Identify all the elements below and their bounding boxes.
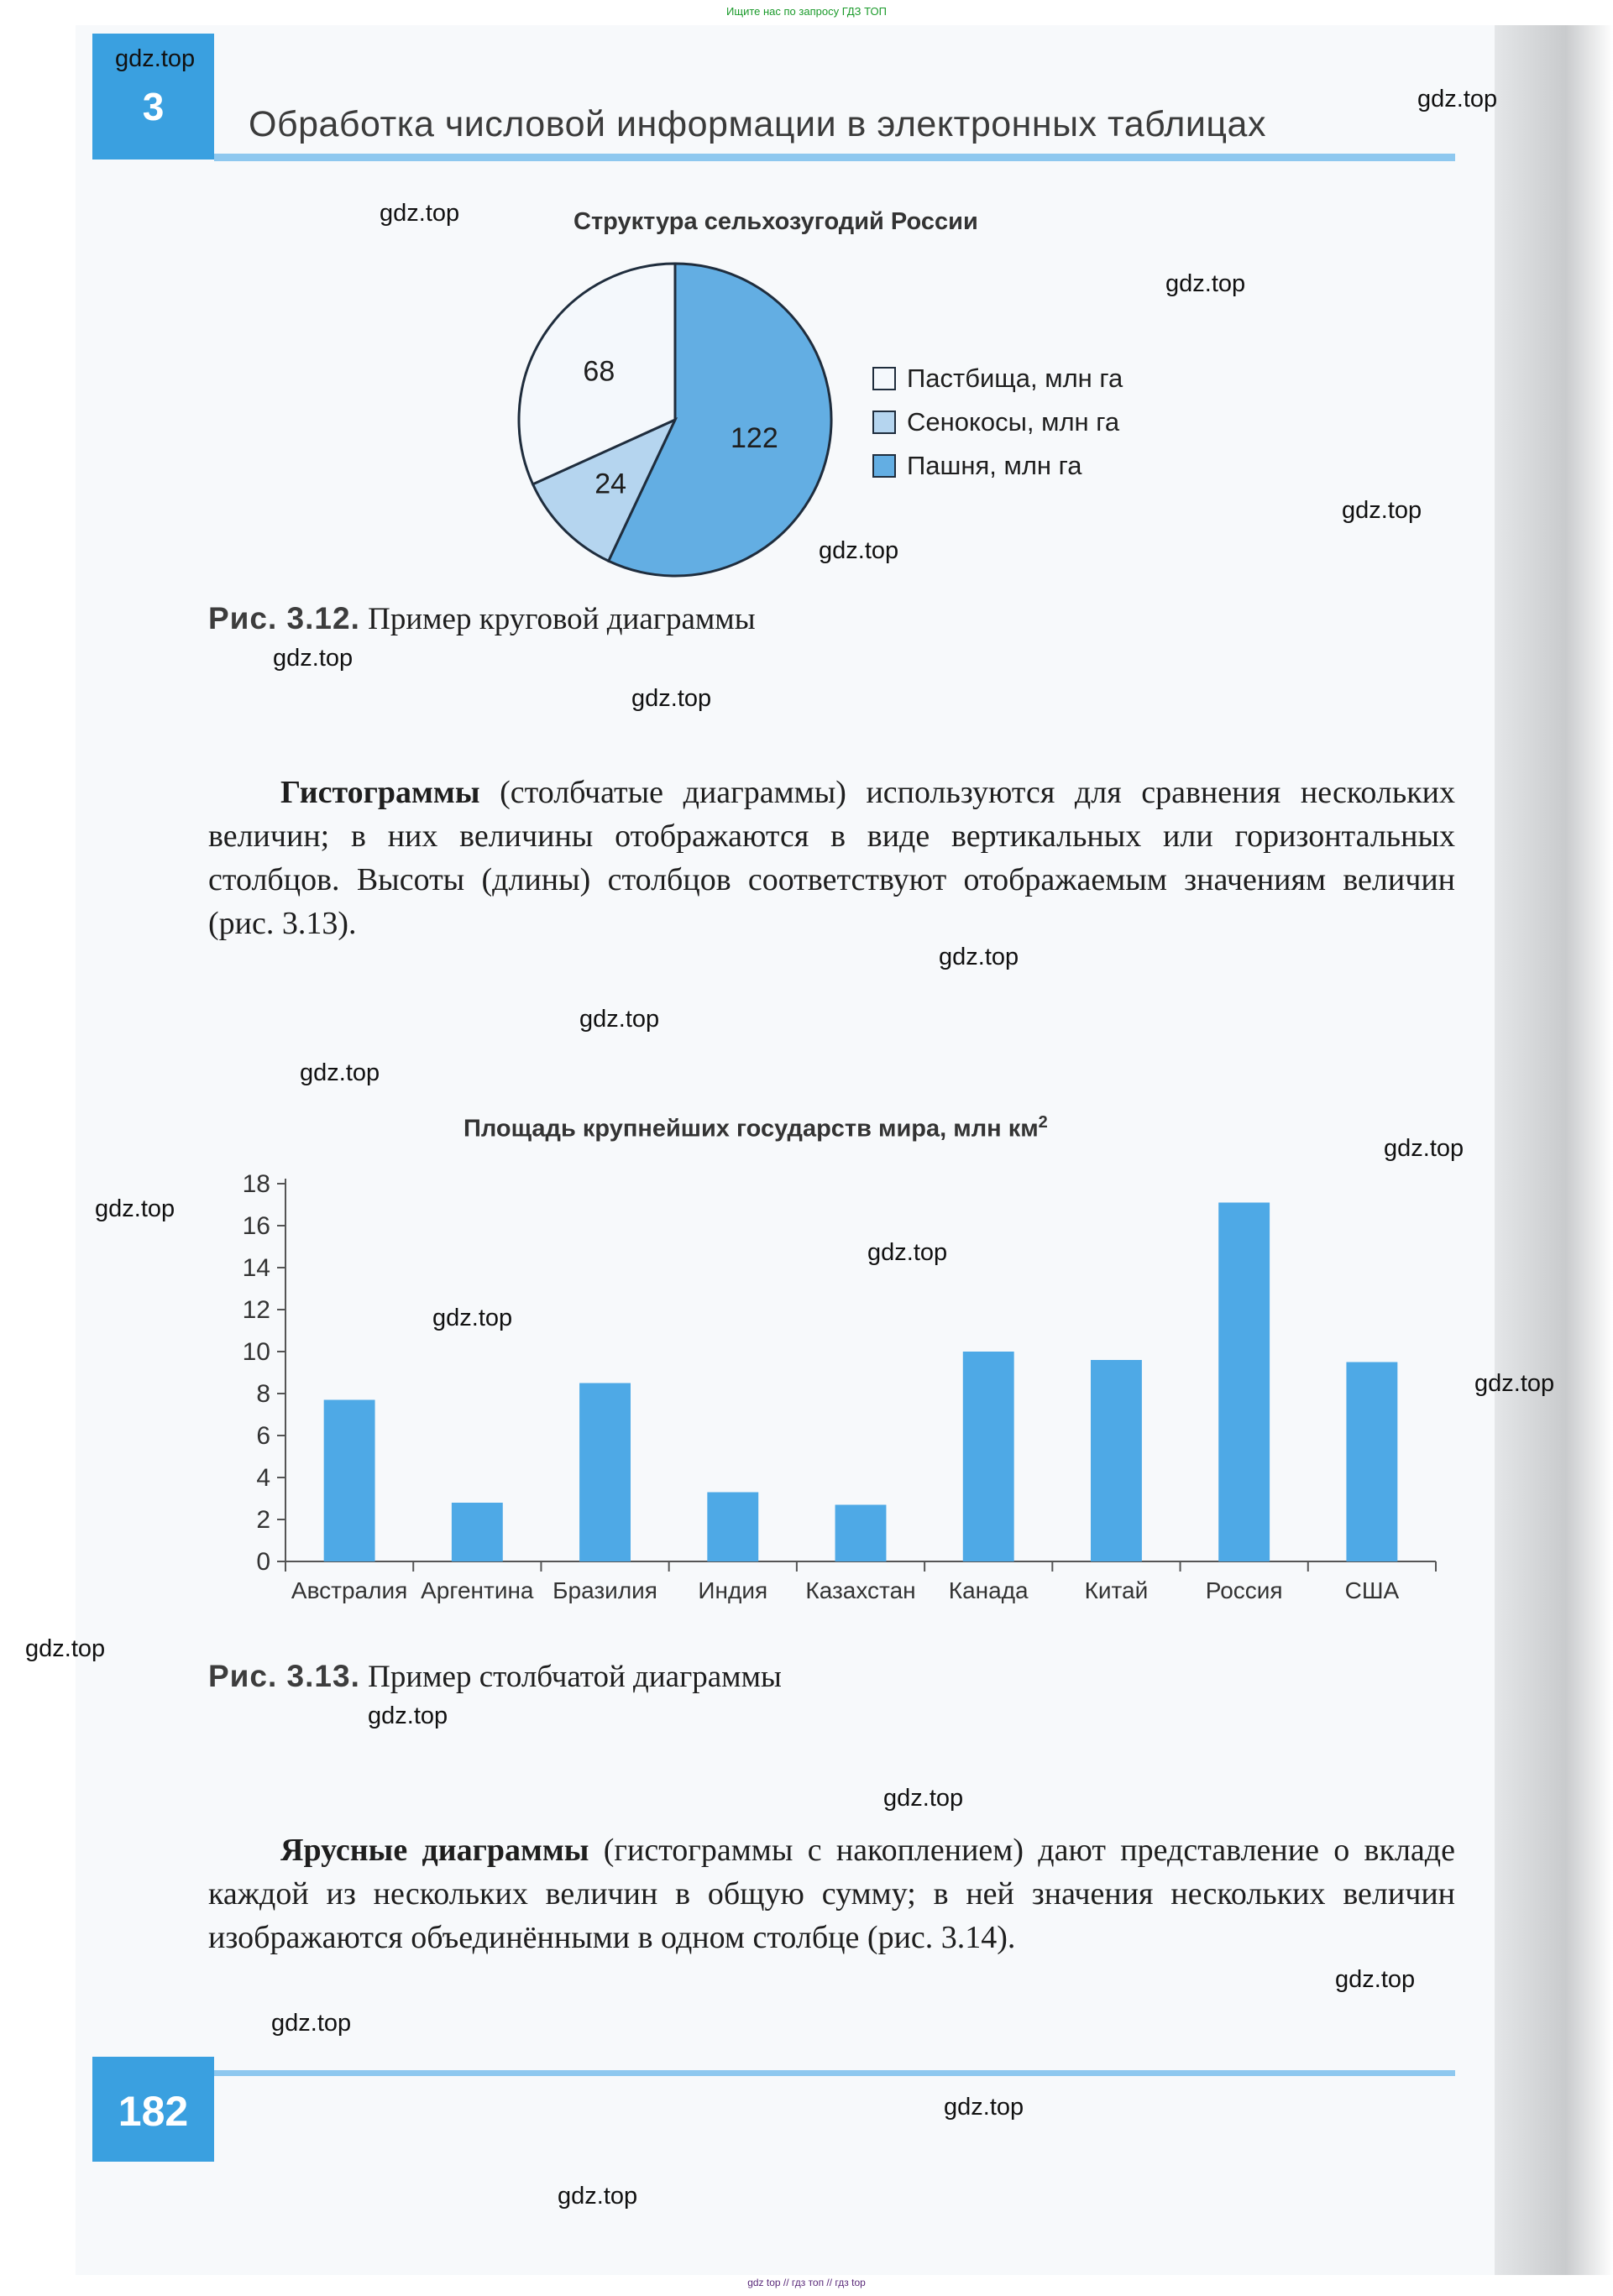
watermark: gdz.top <box>115 45 196 72</box>
x-tick-label: Китай <box>1084 1577 1149 1603</box>
paragraph-stacked-text: (гистограммы с накоплением) дают представление о вкладе каждой из нескольких величин в общую сумму; в ней значения нескольких величин изображаются объединёнными в одном столбце (рис. 3.14). <box>208 1833 1455 1955</box>
watermark: gdz.top <box>273 645 353 672</box>
chapter-number: 3 <box>142 85 165 128</box>
header-rule <box>214 154 1455 161</box>
book-spine-shadow <box>1495 25 1613 2275</box>
bar-chart-title-text: Площадь крупнейших государств мира, млн км <box>463 1115 1039 1143</box>
bottom-note: gdz top // гдз топ // гдз top <box>747 2277 866 2288</box>
x-tick-label: Индия <box>698 1577 768 1603</box>
bar <box>1091 1360 1142 1561</box>
bar-chart-title <box>463 1113 1048 1143</box>
bar <box>707 1493 758 1562</box>
y-tick-label: 14 <box>242 1254 270 1282</box>
bar <box>835 1505 887 1562</box>
paragraph-stacked <box>208 1828 1455 1959</box>
term-stacked: Ярусные диаграммы <box>280 1833 589 1868</box>
x-tick-label: Аргентина <box>421 1577 534 1603</box>
bar <box>963 1352 1014 1561</box>
watermark: gdz.top <box>368 1702 448 1729</box>
watermark: gdz.top <box>579 1006 660 1033</box>
watermark: gdz.top <box>380 200 460 227</box>
legend-swatch <box>873 455 895 477</box>
watermark: gdz.top <box>867 1239 948 1266</box>
pie-slice-value: 122 <box>731 422 778 455</box>
x-tick-label: Россия <box>1205 1577 1283 1603</box>
paragraph-histograms <box>208 771 1455 945</box>
bar <box>579 1383 631 1562</box>
watermark: gdz.top <box>1335 1966 1416 1993</box>
pie-slice-value: 24 <box>594 468 627 500</box>
x-tick-label: США <box>1344 1577 1400 1603</box>
x-tick-label: Бразилия <box>553 1577 657 1603</box>
header-title: Обработка числовой информации в электронных таблицах <box>249 104 1266 144</box>
y-tick-label: 0 <box>256 1548 270 1576</box>
figure-3-12-text: Пример круговой диаграммы <box>368 602 756 636</box>
x-tick-label: Казахстан <box>805 1577 916 1603</box>
figure-3-13-caption <box>208 1659 782 1695</box>
watermark: gdz.top <box>1384 1135 1464 1162</box>
watermark: gdz.top <box>432 1305 513 1331</box>
top-note: Ищите нас по запросу ГДЗ ТОП <box>726 5 887 18</box>
watermark: gdz.top <box>95 1195 175 1222</box>
y-tick-label: 16 <box>242 1212 270 1240</box>
legend-swatch <box>873 368 895 390</box>
y-tick-label: 2 <box>256 1506 270 1534</box>
x-tick-label: Австралия <box>291 1577 408 1603</box>
paragraph-histograms-text: (столбчатые диаграммы) используются для сравнения нескольких величин; в них величины отображаются в виде вертикальных или горизонтальных столбцов. Высоты (длины) столбцов соответствуют отображаемым значениям величин (рис. 3.13). <box>208 775 1455 941</box>
term-histograms: Гистограммы <box>280 775 480 810</box>
y-tick-label: 6 <box>256 1422 270 1450</box>
legend-label: Сенокосы, млн га <box>907 407 1120 437</box>
bar <box>1218 1203 1270 1562</box>
bar <box>324 1400 375 1562</box>
y-tick-label: 10 <box>242 1338 270 1366</box>
watermark: gdz.top <box>939 944 1019 970</box>
bar <box>452 1503 503 1561</box>
figure-3-12-caption <box>208 601 756 637</box>
page-number: 182 <box>118 2088 189 2135</box>
figure-3-12-label: Рис. 3.12. <box>208 601 360 635</box>
watermark: gdz.top <box>271 2010 352 2037</box>
watermark: gdz.top <box>883 1785 964 1812</box>
bar-chart-title-sup: 2 <box>1038 1113 1048 1132</box>
y-tick-label: 12 <box>242 1296 270 1324</box>
watermark: gdz.top <box>1417 86 1498 112</box>
watermark: gdz.top <box>631 685 712 712</box>
legend-label: Пашня, млн га <box>907 451 1082 480</box>
y-tick-label: 18 <box>242 1170 270 1198</box>
watermark: gdz.top <box>1342 497 1422 524</box>
figure-3-13-label: Рис. 3.13. <box>208 1659 360 1693</box>
watermark: gdz.top <box>944 2094 1024 2121</box>
legend-swatch <box>873 411 895 433</box>
watermark: gdz.top <box>1474 1370 1555 1397</box>
watermark: gdz.top <box>25 1635 106 1662</box>
watermark: gdz.top <box>819 537 899 564</box>
bar <box>1346 1362 1397 1562</box>
footer-rule <box>214 2070 1455 2076</box>
watermark: gdz.top <box>1165 270 1246 297</box>
legend-label: Пастбища, млн га <box>907 363 1123 393</box>
y-tick-label: 4 <box>256 1464 270 1492</box>
y-tick-label: 8 <box>256 1380 270 1408</box>
figure-3-13-text: Пример столбчатой диаграммы <box>368 1660 782 1694</box>
pie-chart-title: Структура сельхозугодий России <box>573 208 978 235</box>
watermark: gdz.top <box>558 2183 638 2210</box>
bar-chart <box>235 1158 1461 1629</box>
watermark: gdz.top <box>300 1059 380 1086</box>
x-tick-label: Канада <box>948 1577 1029 1603</box>
pie-slice-value: 68 <box>583 355 615 388</box>
